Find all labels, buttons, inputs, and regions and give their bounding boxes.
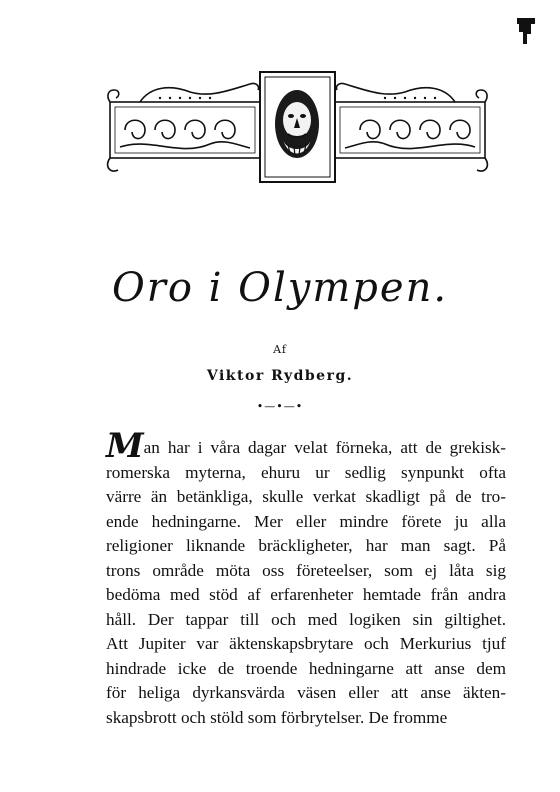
text-line: håll. Der tappar till och med logiken sin giltighet. <box>106 609 506 629</box>
text-line: hindrade icke de troende hedningarne att anse dem <box>106 658 506 678</box>
text-line: trons område möta oss företeelser, som ej låta sig <box>106 560 506 580</box>
body-text <box>106 426 506 730</box>
corner-mark-icon <box>515 16 537 46</box>
text-line: skapsbrott och stöld som förbrytelser. De fromme <box>106 707 448 727</box>
byline-prefix: Af <box>273 343 287 356</box>
drop-cap: M <box>106 426 144 466</box>
text-line: bedöma med stöd af erfarenheter hemtade från andra <box>106 585 506 604</box>
section-divider: •—•—• <box>256 400 304 413</box>
text-line: Att Jupiter var äktenskapsbrytare och Merkurius tjuf <box>106 634 506 653</box>
text-line-content: an har i våra dagar velat förneka, att de grekisk- <box>143 438 506 457</box>
author-name: Viktor Rydberg. <box>206 368 354 384</box>
text-line: romerska myterna, ehuru ur sedlig synpunkt ofta <box>106 462 506 482</box>
text-line: för heliga dyrkansvärda väsen eller att anse äkten- <box>106 683 506 702</box>
text-line <box>106 426 506 466</box>
headpiece-ornament <box>100 62 495 192</box>
text-line: religioner liknande bräckligheter, har man sagt. På <box>106 536 506 555</box>
text-line: ende hedningarne. Mer eller mindre förete ju alla <box>106 511 506 531</box>
story-title: Oro i Olympen. <box>111 265 449 311</box>
text-line: värre än betänkliga, skulle verkat skadligt på de tro- <box>106 487 506 506</box>
